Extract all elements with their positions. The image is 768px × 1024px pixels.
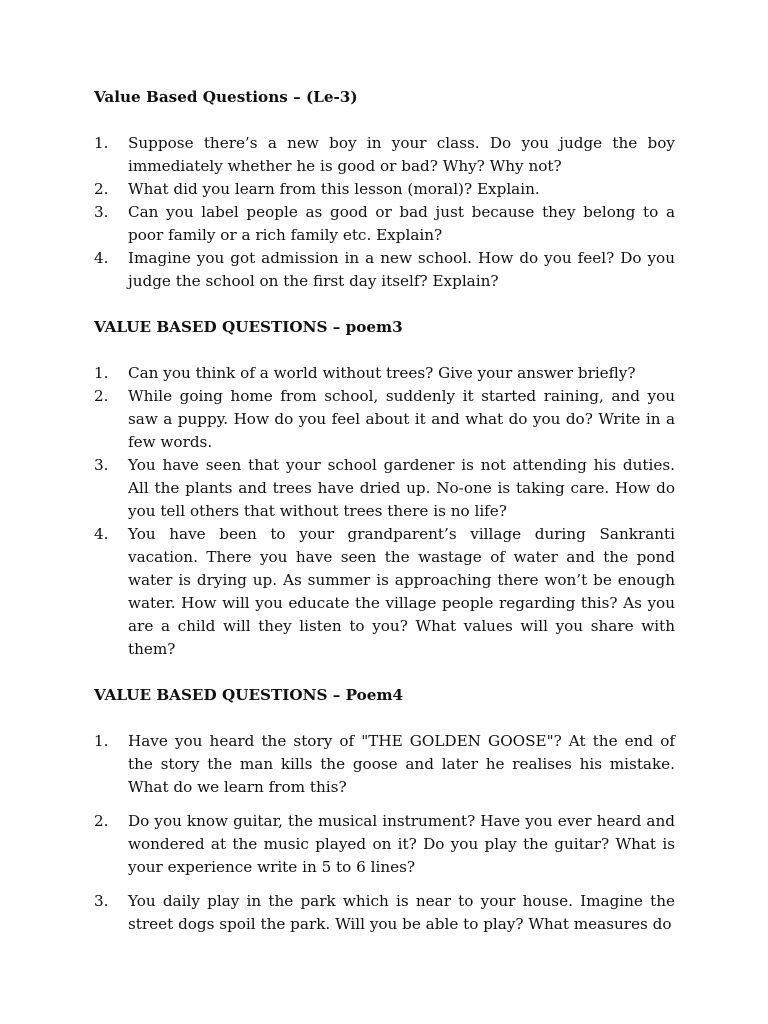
item-text: Can you label people as good or bad just because they belong to a poor family or a rich family etc. Explain? xyxy=(128,203,675,244)
list-item xyxy=(94,385,675,454)
item-number: 3. xyxy=(94,203,109,221)
list-item xyxy=(94,890,675,936)
item-number: 2. xyxy=(94,180,109,198)
list-item xyxy=(94,178,675,201)
item-number: 4. xyxy=(94,249,109,267)
question-list xyxy=(94,132,675,293)
list-item xyxy=(94,247,675,293)
list-item xyxy=(94,523,675,661)
item-text: Imagine you got admission in a new school. How do you feel? Do you judge the school on the first day itself? Explain? xyxy=(128,249,675,290)
item-text: Suppose there’s a new boy in your class. Do you judge the boy immediately whether he is good or bad? Why? Why not? xyxy=(128,134,675,175)
question-list xyxy=(94,730,675,936)
item-number: 1. xyxy=(94,364,109,382)
item-text: While going home from school, suddenly it started raining, and you saw a puppy. How do you feel about it and what do you do? Write in a few words. xyxy=(128,387,675,451)
list-item xyxy=(94,810,675,879)
item-number: 2. xyxy=(94,812,109,830)
item-number: 4. xyxy=(94,525,109,543)
item-text: Can you think of a world without trees? Give your answer briefly? xyxy=(128,364,636,382)
item-number: 1. xyxy=(94,732,109,750)
item-text: What did you learn from this lesson (moral)? Explain. xyxy=(128,180,540,198)
question-list xyxy=(94,362,675,661)
item-text: You have seen that your school gardener is not attending his duties. All the plants and trees have dried up. No-one is taking care. How do you tell others that without trees there is no life? xyxy=(128,456,675,520)
item-text: Have you heard the story of "THE GOLDEN GOOSE"? At the end of the story the man kills the goose and later he realises his mistake. What do we learn from this? xyxy=(128,732,675,796)
item-number: 1. xyxy=(94,134,109,152)
list-item xyxy=(94,132,675,178)
item-number: 3. xyxy=(94,456,109,474)
item-text: Do you know guitar, the musical instrument? Have you ever heard and wondered at the music played on it? Do you play the guitar? What is your experience write in 5 to 6 lines? xyxy=(128,812,675,876)
list-item xyxy=(94,730,675,799)
list-item xyxy=(94,454,675,523)
document-page xyxy=(94,86,675,947)
section-poem4 xyxy=(94,684,675,936)
list-item xyxy=(94,201,675,247)
item-text: You have been to your grandparent’s village during Sankranti vacation. There you have seen the wastage of water and the pond water is drying up. As summer is approaching there won’t be enough water. How will you educate the village people regarding this? As you are a child will they listen to you? What values will you share with them? xyxy=(128,525,675,658)
section-heading: VALUE BASED QUESTIONS – Poem4 xyxy=(94,686,404,704)
section-heading: VALUE BASED QUESTIONS – poem3 xyxy=(94,318,403,336)
section-heading: Value Based Questions – (Le-3) xyxy=(94,88,358,106)
item-text: You daily play in the park which is near to your house. Imagine the street dogs spoil the park. Will you be able to play? What measures do xyxy=(128,892,675,933)
item-number: 2. xyxy=(94,387,109,405)
item-number: 3. xyxy=(94,892,109,910)
section-le3 xyxy=(94,86,675,316)
section-poem3 xyxy=(94,316,675,684)
list-item xyxy=(94,362,675,385)
